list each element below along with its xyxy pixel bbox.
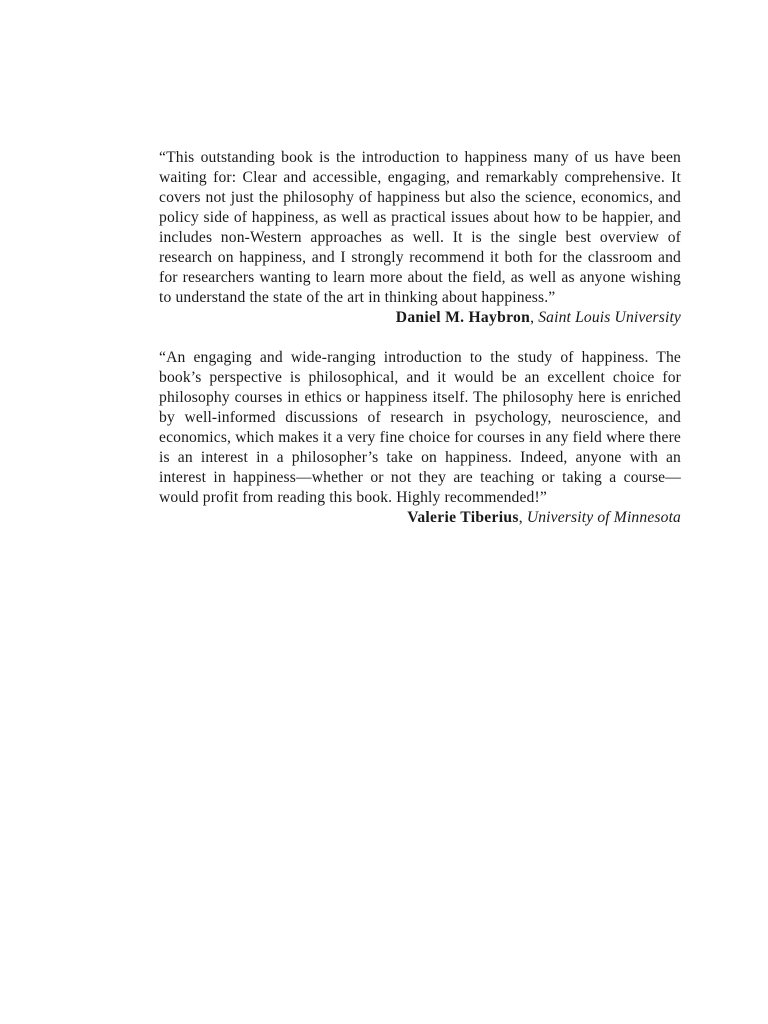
attribution-separator: , <box>518 509 527 526</box>
endorser-affiliation: Saint Louis University <box>538 309 681 326</box>
endorsement-tiberius <box>159 348 681 528</box>
endorsements-page <box>159 148 681 528</box>
endorser-name: Daniel M. Haybron <box>395 309 531 326</box>
attribution-separator: , <box>530 309 539 326</box>
endorsement-attribution <box>159 508 681 528</box>
endorsement-haybron <box>159 148 681 328</box>
endorsement-quote: “An engaging and wide-ranging introduction to the study of happiness. The book’s perspective is philosophical, and it would be an excellent choice for philosophy courses in ethics or happiness itself. The philosophy here is enriched by well-informed discussions of research in psychology, neuroscience, and economics, which makes it a very fine choice for courses in any field where there is an interest in a philosopher’s take on happiness. Indeed, anyone with an interest in happiness—whether or not they are teaching or taking a course—would profit from reading this book. Highly recommended!” <box>159 349 681 506</box>
endorsement-quote: “This outstanding book is the introduction to happiness many of us have been waiting for: Clear and accessible, engaging, and remarkably comprehensive. It covers not just the philosophy of happiness but also the science, economics, and policy side of happiness, as well as practical issues about how to be happier, and includes non-Western approaches as well. It is the single best overview of research on happiness, and I strongly recommend it both for the classroom and for researchers wanting to learn more about the field, as well as anyone wishing to understand the state of the art in thinking about happiness.” <box>159 149 681 306</box>
endorser-name: Valerie Tiberius <box>407 509 519 526</box>
endorser-affiliation: University of Minnesota <box>526 509 681 526</box>
endorsement-attribution <box>159 308 681 328</box>
